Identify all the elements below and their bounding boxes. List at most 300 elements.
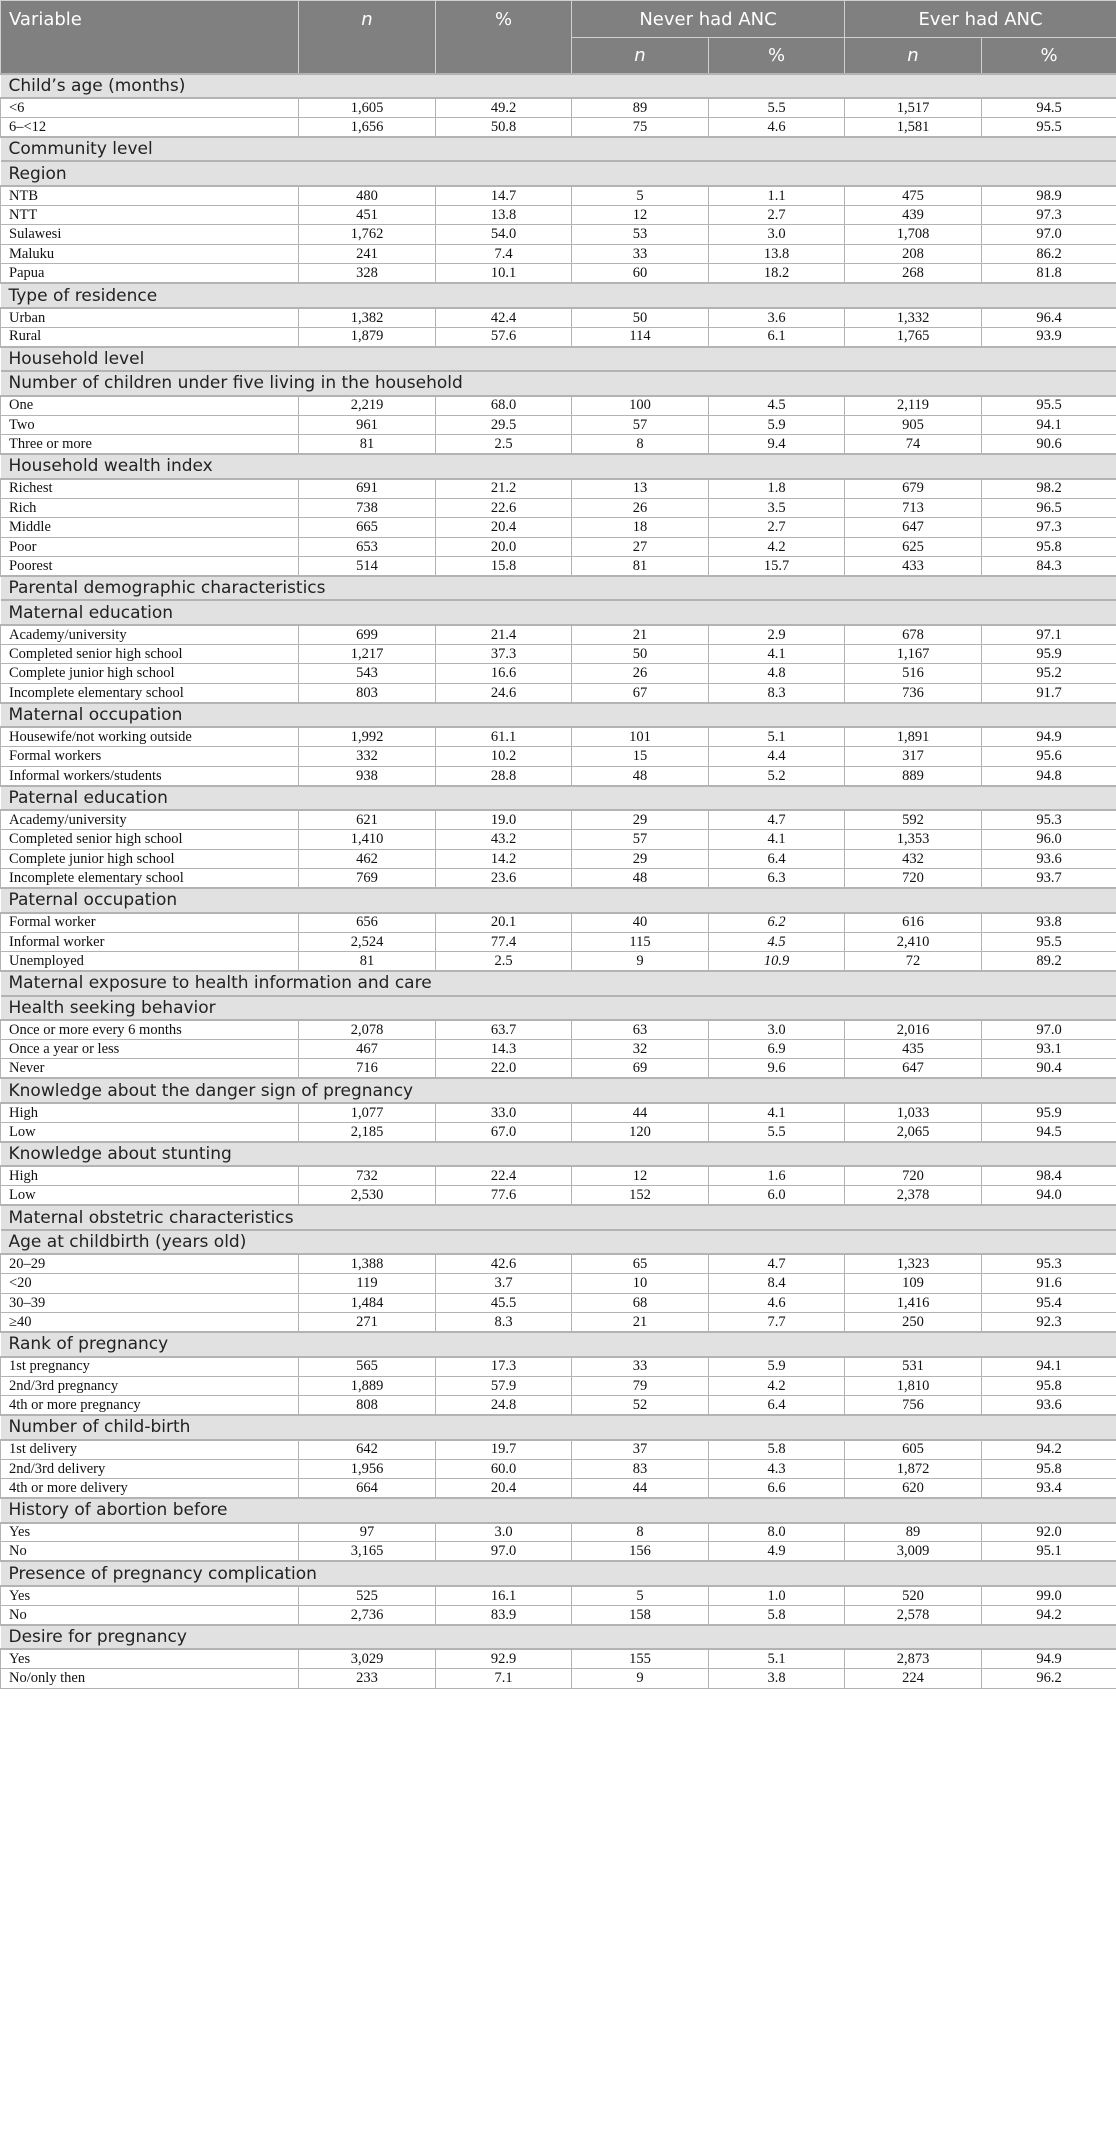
cell-never-pct: 9.6	[709, 1059, 845, 1078]
cell-ever-pct: 92.3	[982, 1313, 1116, 1332]
cell-variable: 1st delivery	[1, 1440, 299, 1459]
cell-pct: 13.8	[436, 205, 572, 224]
cell-never-pct: 6.4	[709, 1396, 845, 1415]
cell-ever-n: 3,009	[845, 1542, 982, 1561]
cell-ever-pct: 86.2	[982, 244, 1116, 263]
cell-pct: 7.1	[436, 1669, 572, 1688]
table-row	[1, 1040, 1116, 1059]
cell-ever-n: 2,578	[845, 1605, 982, 1624]
cell-never-n: 52	[572, 1396, 709, 1415]
cell-ever-n: 720	[845, 869, 982, 888]
table-row	[1, 308, 1116, 327]
cell-ever-pct: 97.1	[982, 625, 1116, 644]
cell-never-n: 79	[572, 1376, 709, 1395]
cell-variable: 30–39	[1, 1293, 299, 1312]
cell-ever-pct: 94.5	[982, 98, 1116, 117]
cell-never-pct: 1.8	[709, 479, 845, 498]
cell-n: 1,382	[299, 308, 436, 327]
cell-ever-n: 720	[845, 1166, 982, 1185]
cell-never-pct: 15.7	[709, 557, 845, 576]
cell-ever-n: 268	[845, 264, 982, 283]
table-row	[1, 932, 1116, 951]
cell-ever-pct: 94.9	[982, 727, 1116, 746]
table-body	[1, 74, 1116, 1689]
cell-pct: 20.4	[436, 518, 572, 537]
cell-never-n: 65	[572, 1254, 709, 1273]
section-label: Maternal obstetric characteristics	[1, 1205, 1116, 1230]
cell-never-n: 152	[572, 1186, 709, 1205]
cell-ever-n: 317	[845, 747, 982, 766]
cell-variable: 2nd/3rd delivery	[1, 1459, 299, 1478]
cell-n: 97	[299, 1523, 436, 1542]
cell-never-n: 21	[572, 1313, 709, 1332]
cell-pct: 77.6	[436, 1186, 572, 1205]
cell-never-n: 101	[572, 727, 709, 746]
cell-n: 1,992	[299, 727, 436, 746]
table-row	[1, 644, 1116, 663]
cell-ever-n: 1,033	[845, 1103, 982, 1122]
cell-ever-n: 1,332	[845, 308, 982, 327]
cell-variable: Low	[1, 1186, 299, 1205]
cell-variable: 1st pregnancy	[1, 1357, 299, 1376]
cell-never-pct: 7.7	[709, 1313, 845, 1332]
table-row	[1, 1274, 1116, 1293]
cell-ever-pct: 95.5	[982, 117, 1116, 136]
cell-ever-pct: 93.1	[982, 1040, 1116, 1059]
cell-ever-pct: 96.0	[982, 830, 1116, 849]
section-header-row	[1, 1332, 1116, 1357]
cell-n: 3,165	[299, 1542, 436, 1561]
cell-ever-pct: 89.2	[982, 952, 1116, 971]
cell-never-n: 57	[572, 415, 709, 434]
cell-variable: ≥40	[1, 1313, 299, 1332]
cell-ever-pct: 95.9	[982, 1103, 1116, 1122]
cell-n: 328	[299, 264, 436, 283]
section-header-row	[1, 283, 1116, 308]
cell-pct: 7.4	[436, 244, 572, 263]
cell-ever-n: 1,416	[845, 1293, 982, 1312]
cell-variable: Poorest	[1, 557, 299, 576]
cell-never-n: 5	[572, 186, 709, 205]
cell-ever-pct: 95.2	[982, 664, 1116, 683]
cell-ever-n: 1,581	[845, 117, 982, 136]
cell-never-pct: 1.0	[709, 1586, 845, 1605]
cell-never-pct: 4.5	[709, 396, 845, 415]
cell-n: 665	[299, 518, 436, 537]
cell-variable: Formal worker	[1, 913, 299, 932]
cell-ever-pct: 93.6	[982, 849, 1116, 868]
cell-n: 642	[299, 1440, 436, 1459]
cell-pct: 43.2	[436, 830, 572, 849]
section-label: Age at childbirth (years old)	[1, 1230, 1116, 1255]
cell-n: 543	[299, 664, 436, 683]
table-row	[1, 1376, 1116, 1395]
table-row	[1, 810, 1116, 829]
cell-pct: 16.6	[436, 664, 572, 683]
cell-ever-pct: 95.8	[982, 1376, 1116, 1395]
cell-variable: One	[1, 396, 299, 415]
section-header-row	[1, 1625, 1116, 1650]
table-row	[1, 869, 1116, 888]
header-variable: Variable	[1, 1, 299, 74]
cell-pct: 21.4	[436, 625, 572, 644]
cell-never-pct: 5.8	[709, 1605, 845, 1624]
cell-ever-n: 756	[845, 1396, 982, 1415]
cell-ever-n: 620	[845, 1479, 982, 1498]
table-row	[1, 479, 1116, 498]
cell-variable: 2nd/3rd pregnancy	[1, 1376, 299, 1395]
cell-never-pct: 3.6	[709, 308, 845, 327]
cell-ever-pct: 95.9	[982, 644, 1116, 663]
cell-ever-n: 713	[845, 498, 982, 517]
cell-ever-n: 1,765	[845, 327, 982, 346]
cell-variable: NTT	[1, 205, 299, 224]
cell-ever-n: 435	[845, 1040, 982, 1059]
cell-variable: No	[1, 1605, 299, 1624]
table-row	[1, 1523, 1116, 1542]
table-row	[1, 1459, 1116, 1478]
section-label: Child’s age (months)	[1, 74, 1116, 99]
cell-variable: No/only then	[1, 1669, 299, 1688]
cell-ever-pct: 95.8	[982, 537, 1116, 556]
cell-never-pct: 4.7	[709, 1254, 845, 1273]
cell-pct: 20.0	[436, 537, 572, 556]
table-row	[1, 1020, 1116, 1039]
cell-variable: Formal workers	[1, 747, 299, 766]
cell-never-n: 48	[572, 766, 709, 785]
cell-never-pct: 8.4	[709, 1274, 845, 1293]
cell-ever-pct: 96.2	[982, 1669, 1116, 1688]
cell-pct: 20.1	[436, 913, 572, 932]
cell-ever-n: 625	[845, 537, 982, 556]
cell-ever-pct: 95.8	[982, 1459, 1116, 1478]
cell-never-pct: 3.0	[709, 225, 845, 244]
cell-never-n: 12	[572, 1166, 709, 1185]
cell-never-pct: 2.9	[709, 625, 845, 644]
section-header-row	[1, 1415, 1116, 1440]
cell-ever-pct: 95.5	[982, 932, 1116, 951]
table-row	[1, 1586, 1116, 1605]
cell-ever-pct: 92.0	[982, 1523, 1116, 1542]
cell-ever-pct: 97.0	[982, 1020, 1116, 1039]
cell-ever-n: 679	[845, 479, 982, 498]
section-label: Knowledge about stunting	[1, 1142, 1116, 1167]
cell-ever-n: 89	[845, 1523, 982, 1542]
cell-n: 1,484	[299, 1293, 436, 1312]
cell-ever-n: 224	[845, 1669, 982, 1688]
cell-ever-n: 1,323	[845, 1254, 982, 1273]
cell-n: 1,605	[299, 98, 436, 117]
cell-never-n: 120	[572, 1122, 709, 1141]
cell-ever-pct: 93.6	[982, 1396, 1116, 1415]
cell-pct: 17.3	[436, 1357, 572, 1376]
cell-pct: 77.4	[436, 932, 572, 951]
cell-ever-pct: 90.6	[982, 435, 1116, 454]
cell-never-pct: 4.1	[709, 1103, 845, 1122]
table-row	[1, 683, 1116, 702]
section-label: Type of residence	[1, 283, 1116, 308]
cell-never-n: 27	[572, 537, 709, 556]
header-never-pct: %	[709, 38, 845, 74]
cell-pct: 21.2	[436, 479, 572, 498]
cell-never-pct: 8.3	[709, 683, 845, 702]
table-row	[1, 1440, 1116, 1459]
cell-variable: Sulawesi	[1, 225, 299, 244]
cell-n: 1,217	[299, 644, 436, 663]
cell-never-n: 10	[572, 1274, 709, 1293]
cell-pct: 60.0	[436, 1459, 572, 1478]
cell-variable: No	[1, 1542, 299, 1561]
cell-pct: 57.6	[436, 327, 572, 346]
table-row	[1, 664, 1116, 683]
table-row	[1, 747, 1116, 766]
cell-pct: 33.0	[436, 1103, 572, 1122]
cell-pct: 14.3	[436, 1040, 572, 1059]
cell-pct: 92.9	[436, 1649, 572, 1668]
cell-ever-pct: 93.9	[982, 327, 1116, 346]
cell-n: 480	[299, 186, 436, 205]
section-label: Knowledge about the danger sign of pregnancy	[1, 1078, 1116, 1103]
section-label: Rank of pregnancy	[1, 1332, 1116, 1357]
cell-n: 808	[299, 1396, 436, 1415]
section-label: Paternal education	[1, 786, 1116, 811]
table-row	[1, 186, 1116, 205]
cell-ever-n: 678	[845, 625, 982, 644]
cell-never-n: 21	[572, 625, 709, 644]
cell-n: 716	[299, 1059, 436, 1078]
table-row	[1, 415, 1116, 434]
cell-n: 525	[299, 1586, 436, 1605]
cell-n: 462	[299, 849, 436, 868]
table-header	[1, 1, 1116, 74]
cell-never-pct: 6.6	[709, 1479, 845, 1498]
cell-never-n: 13	[572, 479, 709, 498]
table-row	[1, 498, 1116, 517]
cell-ever-n: 72	[845, 952, 982, 971]
cell-ever-pct: 95.3	[982, 1254, 1116, 1273]
cell-pct: 10.1	[436, 264, 572, 283]
cell-ever-pct: 81.8	[982, 264, 1116, 283]
cell-ever-n: 905	[845, 415, 982, 434]
cell-ever-pct: 90.4	[982, 1059, 1116, 1078]
cell-never-pct: 5.1	[709, 1649, 845, 1668]
cell-n: 1,956	[299, 1459, 436, 1478]
cell-n: 653	[299, 537, 436, 556]
cell-variable: High	[1, 1103, 299, 1122]
cell-never-n: 53	[572, 225, 709, 244]
cell-never-pct: 6.1	[709, 327, 845, 346]
cell-variable: Yes	[1, 1523, 299, 1542]
cell-pct: 49.2	[436, 98, 572, 117]
cell-pct: 19.0	[436, 810, 572, 829]
cell-variable: Completed senior high school	[1, 830, 299, 849]
cell-pct: 37.3	[436, 644, 572, 663]
cell-n: 1,410	[299, 830, 436, 849]
cell-never-pct: 5.9	[709, 1357, 845, 1376]
section-header-row	[1, 1498, 1116, 1523]
cell-never-n: 8	[572, 435, 709, 454]
cell-never-pct: 4.9	[709, 1542, 845, 1561]
cell-never-pct: 6.3	[709, 869, 845, 888]
cell-never-n: 33	[572, 244, 709, 263]
cell-never-pct: 5.9	[709, 415, 845, 434]
cell-variable: Low	[1, 1122, 299, 1141]
cell-ever-pct: 94.1	[982, 1357, 1116, 1376]
cell-pct: 54.0	[436, 225, 572, 244]
cell-pct: 8.3	[436, 1313, 572, 1332]
section-header-row	[1, 996, 1116, 1021]
cell-never-pct: 10.9	[709, 952, 845, 971]
table-row	[1, 244, 1116, 263]
table-row	[1, 327, 1116, 346]
cell-variable: Richest	[1, 479, 299, 498]
cell-never-n: 156	[572, 1542, 709, 1561]
cell-ever-pct: 97.3	[982, 518, 1116, 537]
cell-ever-pct: 93.7	[982, 869, 1116, 888]
cell-never-pct: 5.2	[709, 766, 845, 785]
cell-pct: 3.0	[436, 1523, 572, 1542]
cell-n: 332	[299, 747, 436, 766]
cell-n: 565	[299, 1357, 436, 1376]
cell-ever-n: 2,016	[845, 1020, 982, 1039]
cell-never-n: 67	[572, 683, 709, 702]
cell-n: 1,879	[299, 327, 436, 346]
cell-variable: 20–29	[1, 1254, 299, 1273]
section-header-row	[1, 1230, 1116, 1255]
section-header-row	[1, 971, 1116, 996]
cell-never-n: 9	[572, 1669, 709, 1688]
cell-never-pct: 6.2	[709, 913, 845, 932]
cell-ever-n: 1,167	[845, 644, 982, 663]
cell-never-pct: 1.6	[709, 1166, 845, 1185]
cell-n: 738	[299, 498, 436, 517]
cell-never-n: 114	[572, 327, 709, 346]
cell-n: 961	[299, 415, 436, 434]
cell-ever-n: 109	[845, 1274, 982, 1293]
cell-ever-pct: 96.4	[982, 308, 1116, 327]
cell-never-n: 5	[572, 1586, 709, 1605]
cell-pct: 57.9	[436, 1376, 572, 1395]
cell-never-pct: 5.5	[709, 98, 845, 117]
cell-n: 699	[299, 625, 436, 644]
cell-never-n: 33	[572, 1357, 709, 1376]
cell-never-pct: 4.2	[709, 1376, 845, 1395]
header-ever-had-anc: Ever had ANC	[845, 1, 1116, 38]
cell-ever-pct: 94.2	[982, 1440, 1116, 1459]
cell-pct: 19.7	[436, 1440, 572, 1459]
table-row	[1, 830, 1116, 849]
cell-never-pct: 4.6	[709, 117, 845, 136]
cell-never-pct: 4.7	[709, 810, 845, 829]
cell-pct: 67.0	[436, 1122, 572, 1141]
cell-never-pct: 1.1	[709, 186, 845, 205]
cell-n: 467	[299, 1040, 436, 1059]
cell-ever-n: 889	[845, 766, 982, 785]
cell-never-n: 44	[572, 1103, 709, 1122]
section-label: Desire for pregnancy	[1, 1625, 1116, 1650]
cell-n: 1,388	[299, 1254, 436, 1273]
cell-n: 803	[299, 683, 436, 702]
cell-ever-pct: 95.1	[982, 1542, 1116, 1561]
cell-never-n: 57	[572, 830, 709, 849]
cell-variable: 4th or more delivery	[1, 1479, 299, 1498]
cell-never-n: 9	[572, 952, 709, 971]
section-label: Paternal occupation	[1, 888, 1116, 913]
cell-never-n: 29	[572, 810, 709, 829]
cell-variable: Papua	[1, 264, 299, 283]
cell-n: 81	[299, 435, 436, 454]
cell-pct: 23.6	[436, 869, 572, 888]
cell-never-pct: 4.1	[709, 830, 845, 849]
cell-ever-pct: 93.4	[982, 1479, 1116, 1498]
cell-never-pct: 13.8	[709, 244, 845, 263]
cell-variable: Unemployed	[1, 952, 299, 971]
cell-never-pct: 4.6	[709, 1293, 845, 1312]
cell-never-pct: 4.3	[709, 1459, 845, 1478]
section-header-row	[1, 161, 1116, 186]
cell-never-pct: 3.0	[709, 1020, 845, 1039]
cell-ever-n: 439	[845, 205, 982, 224]
table-row	[1, 1396, 1116, 1415]
cell-variable: Rich	[1, 498, 299, 517]
table-row	[1, 952, 1116, 971]
cell-n: 2,078	[299, 1020, 436, 1039]
cell-never-n: 15	[572, 747, 709, 766]
cell-never-n: 158	[572, 1605, 709, 1624]
cell-never-n: 89	[572, 98, 709, 117]
section-label: Health seeking behavior	[1, 996, 1116, 1021]
cell-n: 664	[299, 1479, 436, 1498]
cell-variable: 4th or more pregnancy	[1, 1396, 299, 1415]
cell-n: 1,656	[299, 117, 436, 136]
cell-variable: Urban	[1, 308, 299, 327]
cell-pct: 2.5	[436, 435, 572, 454]
cell-never-n: 50	[572, 308, 709, 327]
table-row	[1, 1649, 1116, 1668]
table-row	[1, 1059, 1116, 1078]
section-label: Household wealth index	[1, 454, 1116, 479]
table-row	[1, 518, 1116, 537]
cell-never-n: 40	[572, 913, 709, 932]
cell-never-n: 63	[572, 1020, 709, 1039]
cell-ever-n: 605	[845, 1440, 982, 1459]
section-label: Household level	[1, 347, 1116, 372]
table-row	[1, 1293, 1116, 1312]
cell-n: 938	[299, 766, 436, 785]
section-header-row	[1, 74, 1116, 99]
cell-ever-n: 1,810	[845, 1376, 982, 1395]
cell-ever-pct: 98.4	[982, 1166, 1116, 1185]
cell-ever-n: 2,873	[845, 1649, 982, 1668]
cell-n: 1,077	[299, 1103, 436, 1122]
cell-never-n: 50	[572, 644, 709, 663]
section-label: Region	[1, 161, 1116, 186]
cell-variable: Yes	[1, 1586, 299, 1605]
table-row	[1, 205, 1116, 224]
cell-ever-n: 1,517	[845, 98, 982, 117]
cell-pct: 97.0	[436, 1542, 572, 1561]
cell-pct: 24.8	[436, 1396, 572, 1415]
cell-n: 656	[299, 913, 436, 932]
cell-variable: NTB	[1, 186, 299, 205]
cell-never-pct: 6.4	[709, 849, 845, 868]
cell-pct: 22.0	[436, 1059, 572, 1078]
cell-ever-n: 531	[845, 1357, 982, 1376]
section-header-row	[1, 888, 1116, 913]
section-header-row	[1, 1205, 1116, 1230]
cell-ever-pct: 98.9	[982, 186, 1116, 205]
table-row	[1, 1254, 1116, 1273]
